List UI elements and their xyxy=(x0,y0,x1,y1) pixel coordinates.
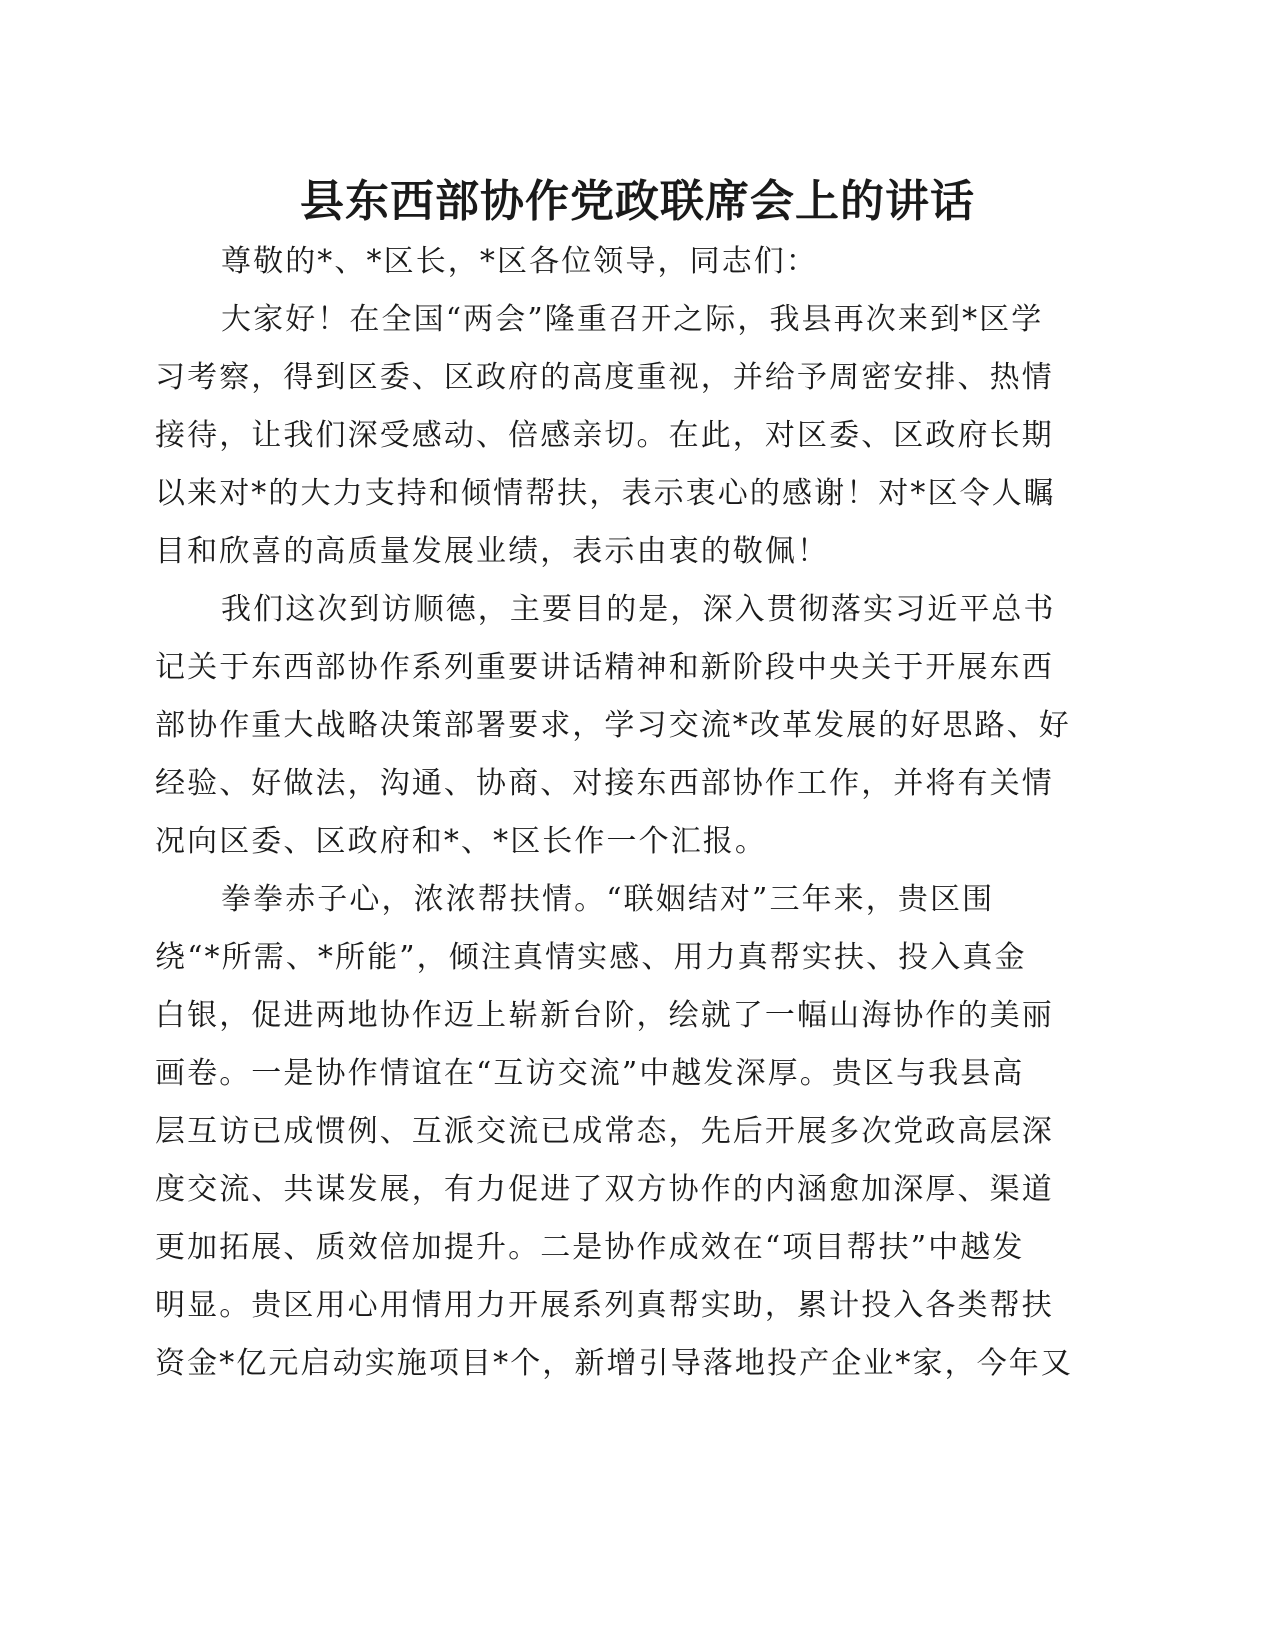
text-line: 画卷。一是协作情谊在“互访交流”中越发深厚。贵区与我县高 xyxy=(155,1056,1025,1091)
text-line: 经验、好做法，沟通、协商、对接东西部协作工作，并将有关情 xyxy=(155,766,1054,801)
text-line: 资金*亿元启动实施项目*个，新增引导落地投产企业*家，今年又 xyxy=(155,1346,1073,1381)
text-line: 习考察，得到区委、区政府的高度重视，并给予周密安排、热情 xyxy=(155,360,1054,395)
text-line: 度交流、共谋发展，有力促进了双方协作的内涵愈加深厚、渠道 xyxy=(155,1172,1054,1207)
text-line: 拳拳赤子心，浓浓帮扶情。“联姻结对”三年来，贵区围 xyxy=(221,882,995,917)
text-line: 白银，促进两地协作迈上崭新台阶，绘就了一幅山海协作的美丽 xyxy=(155,998,1054,1033)
text-line: 况向区委、区政府和*、*区长作一个汇报。 xyxy=(155,824,767,859)
text-line: 大家好！在全国“两会”隆重召开之际，我县再次来到*区学 xyxy=(221,302,1044,337)
text-line: 层互访已成惯例、互派交流已成常态，先后开展多次党政高层深 xyxy=(155,1114,1054,1149)
text-line: 尊敬的*、*区长，*区各位领导，同志们： xyxy=(221,244,818,279)
text-line: 更加拓展、质效倍加提升。二是协作成效在“项目帮扶”中越发 xyxy=(155,1230,1025,1265)
text-line: 目和欣喜的高质量发展业绩，表示由衷的敬佩！ xyxy=(155,534,830,569)
text-line: 记关于东西部协作系列重要讲话精神和新阶段中央关于开展东西 xyxy=(155,650,1054,685)
text-line: 绕“*所需、*所能”，倾注真情实感、用力真帮实扶、投入真金 xyxy=(155,940,1027,975)
text-line: 明显。贵区用心用情用力开展系列真帮实助，累计投入各类帮扶 xyxy=(155,1288,1054,1323)
text-line: 接待，让我们深受感动、倍感亲切。在此，对区委、区政府长期 xyxy=(155,418,1054,453)
text-line: 部协作重大战略决策部署要求，学习交流*改革发展的好思路、好 xyxy=(155,708,1071,743)
text-line: 我们这次到访顺德，主要目的是，深入贯彻落实习近平总书 xyxy=(221,592,1056,627)
text-line: 以来对*的大力支持和倾情帮扶，表示衷心的感谢！对*区令人瞩 xyxy=(155,476,1056,511)
document-title: 县东西部协作党政联席会上的讲话 xyxy=(300,176,975,227)
document-body xyxy=(155,233,1100,1393)
